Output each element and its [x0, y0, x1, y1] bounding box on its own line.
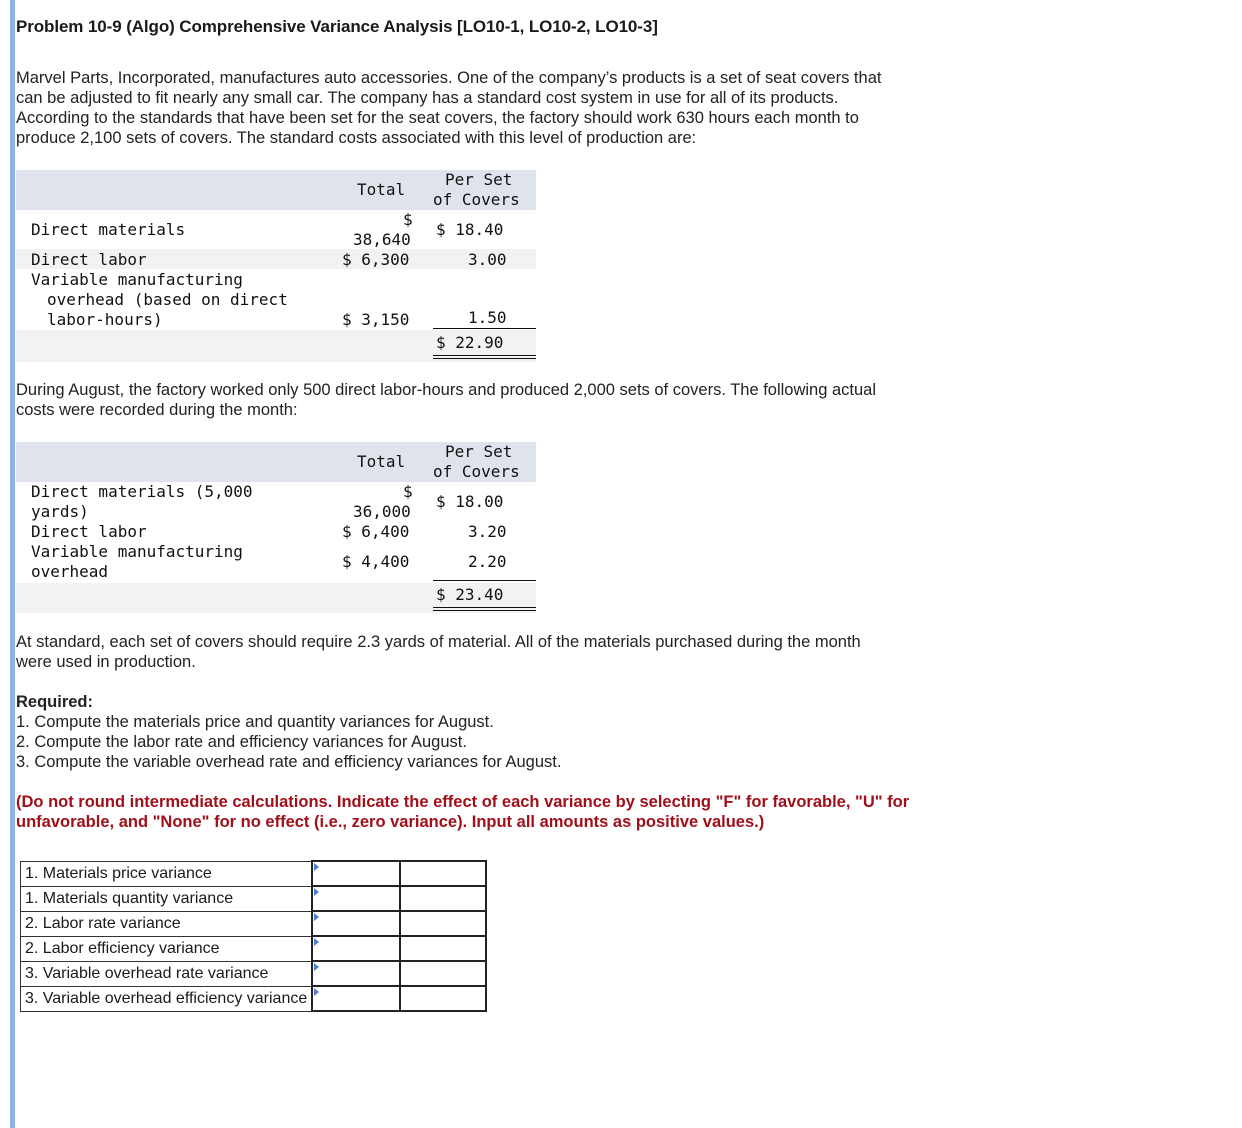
labor-rate-effect-select[interactable] — [400, 911, 486, 936]
col-header-total: Total — [357, 180, 406, 199]
table-row — [21, 961, 487, 986]
labor-efficiency-effect-select[interactable] — [400, 936, 486, 961]
answer-table — [20, 860, 487, 1012]
row-label-direct-materials-2: yards) — [31, 502, 89, 521]
august-line: costs were recorded during the month: — [16, 401, 298, 419]
required-item: 1. Compute the materials price and quantity variances for August. — [16, 713, 494, 731]
input-marker-icon — [314, 963, 319, 971]
labor-rate-amount-input[interactable] — [312, 911, 400, 936]
answer-label: 1. Materials quantity variance — [21, 886, 313, 911]
row-label-direct-materials: Direct materials (5,000 — [31, 482, 253, 501]
voh-efficiency-effect-select[interactable] — [400, 986, 486, 1011]
table-row — [21, 936, 487, 961]
dl-per-set-value: 3.00 — [468, 250, 507, 269]
answer-label: 1. Materials price variance — [21, 861, 313, 886]
voh-rate-amount-input[interactable] — [312, 961, 400, 986]
subtotal-rule — [433, 328, 536, 329]
voh-rate-effect-select[interactable] — [400, 961, 486, 986]
instruction-line: unfavorable, and "None" for no effect (i.e., zero variance). Input all amounts as positive values.) — [16, 813, 765, 831]
input-marker-icon — [314, 938, 319, 946]
intro-line: can be adjusted to fit nearly any small car. The company has a standard cost system in use for all of its products. — [16, 89, 839, 107]
instruction-line: (Do not round intermediate calculations. Indicate the effect of each variance by selecting "F" for favorable, "U" for — [16, 793, 910, 811]
materials-price-effect-select[interactable] — [400, 861, 486, 886]
intro-paragraph — [16, 68, 881, 148]
table-row — [21, 911, 487, 936]
row-label-variable-overhead-2: overhead (based on direct — [47, 290, 288, 309]
voh-per-set-value: 2.20 — [468, 552, 507, 571]
labor-efficiency-amount-input[interactable] — [312, 936, 400, 961]
col-header-per-set: Per Set — [445, 442, 513, 461]
intro-line: According to the standards that have been set for the seat covers, the factory should work 630 hours each month to — [16, 109, 859, 127]
col-header-of-covers: of Covers — [433, 462, 520, 481]
august-paragraph — [16, 380, 876, 420]
total-per-set-value: $ 22.90 — [436, 333, 504, 352]
table-row — [21, 886, 487, 911]
col-header-of-covers: of Covers — [433, 190, 520, 209]
dm-total-value: 36,000 — [353, 502, 411, 521]
row-label-variable-overhead: Variable manufacturing — [31, 270, 243, 289]
table-row — [21, 986, 487, 1011]
double-rule — [433, 607, 536, 611]
row-label-variable-overhead-3: labor-hours) — [47, 310, 163, 329]
intro-line: produce 2,100 sets of covers. The standard costs associated with this level of production are: — [16, 129, 697, 147]
row-label-direct-labor: Direct labor — [31, 522, 147, 541]
dm-total-dollar: $ — [403, 210, 413, 229]
dm-per-set-value: $ 18.40 — [436, 220, 504, 239]
dm-per-set-value: $ 18.00 — [436, 492, 504, 511]
input-marker-icon — [314, 913, 319, 921]
double-rule — [433, 355, 536, 359]
dl-total-value: $ 6,300 — [342, 250, 410, 269]
required-heading: Required: — [16, 693, 94, 711]
required-section — [16, 692, 561, 772]
left-accent-bar — [10, 0, 15, 1128]
required-item: 3. Compute the variable overhead rate and efficiency variances for August. — [16, 753, 562, 771]
instruction-note — [16, 792, 909, 832]
standard-paragraph — [16, 632, 861, 672]
dm-total-dollar: $ — [403, 482, 413, 501]
table-row — [21, 861, 487, 886]
problem-title: Problem 10-9 (Algo) Comprehensive Variance Analysis [LO10-1, LO10-2, LO10-3] — [16, 17, 658, 36]
row-label-variable-overhead-2: overhead — [31, 562, 109, 581]
total-per-set-value: $ 23.40 — [436, 585, 504, 604]
required-item: 2. Compute the labor rate and efficiency variances for August. — [16, 733, 467, 751]
actual-cost-table — [16, 442, 536, 617]
materials-quantity-effect-select[interactable] — [400, 886, 486, 911]
row-label-direct-materials: Direct materials — [31, 220, 186, 239]
voh-total-value: $ 4,400 — [342, 552, 410, 571]
standard-cost-table — [16, 170, 536, 370]
row-label-variable-overhead: Variable manufacturing — [31, 542, 243, 561]
answer-label: 2. Labor rate variance — [21, 911, 313, 936]
input-marker-icon — [314, 888, 319, 896]
materials-price-amount-input[interactable] — [312, 861, 400, 886]
standard-line: At standard, each set of covers should require 2.3 yards of material. All of the materials purchased during the month — [16, 633, 861, 651]
row-label-direct-labor: Direct labor — [31, 250, 147, 269]
voh-efficiency-amount-input[interactable] — [312, 986, 400, 1011]
answer-label: 3. Variable overhead rate variance — [21, 961, 313, 986]
answer-label: 2. Labor efficiency variance — [21, 936, 313, 961]
standard-line: were used in production. — [16, 653, 196, 671]
dl-per-set-value: 3.20 — [468, 522, 507, 541]
col-header-per-set: Per Set — [445, 170, 513, 189]
august-line: During August, the factory worked only 500 direct labor-hours and produced 2,000 sets of covers. The following actual — [16, 381, 877, 399]
subtotal-rule — [433, 580, 536, 581]
dm-total-value: 38,640 — [353, 230, 411, 249]
input-marker-icon — [314, 988, 319, 996]
input-marker-icon — [314, 863, 319, 871]
answer-label: 3. Variable overhead efficiency variance — [21, 986, 313, 1011]
voh-per-set-value: 1.50 — [468, 308, 507, 327]
materials-quantity-amount-input[interactable] — [312, 886, 400, 911]
col-header-total: Total — [357, 452, 406, 471]
dl-total-value: $ 6,400 — [342, 522, 410, 541]
intro-line: Marvel Parts, Incorporated, manufactures auto accessories. One of the company’s products is a set of seat covers that — [16, 69, 882, 87]
voh-total-value: $ 3,150 — [342, 310, 410, 329]
